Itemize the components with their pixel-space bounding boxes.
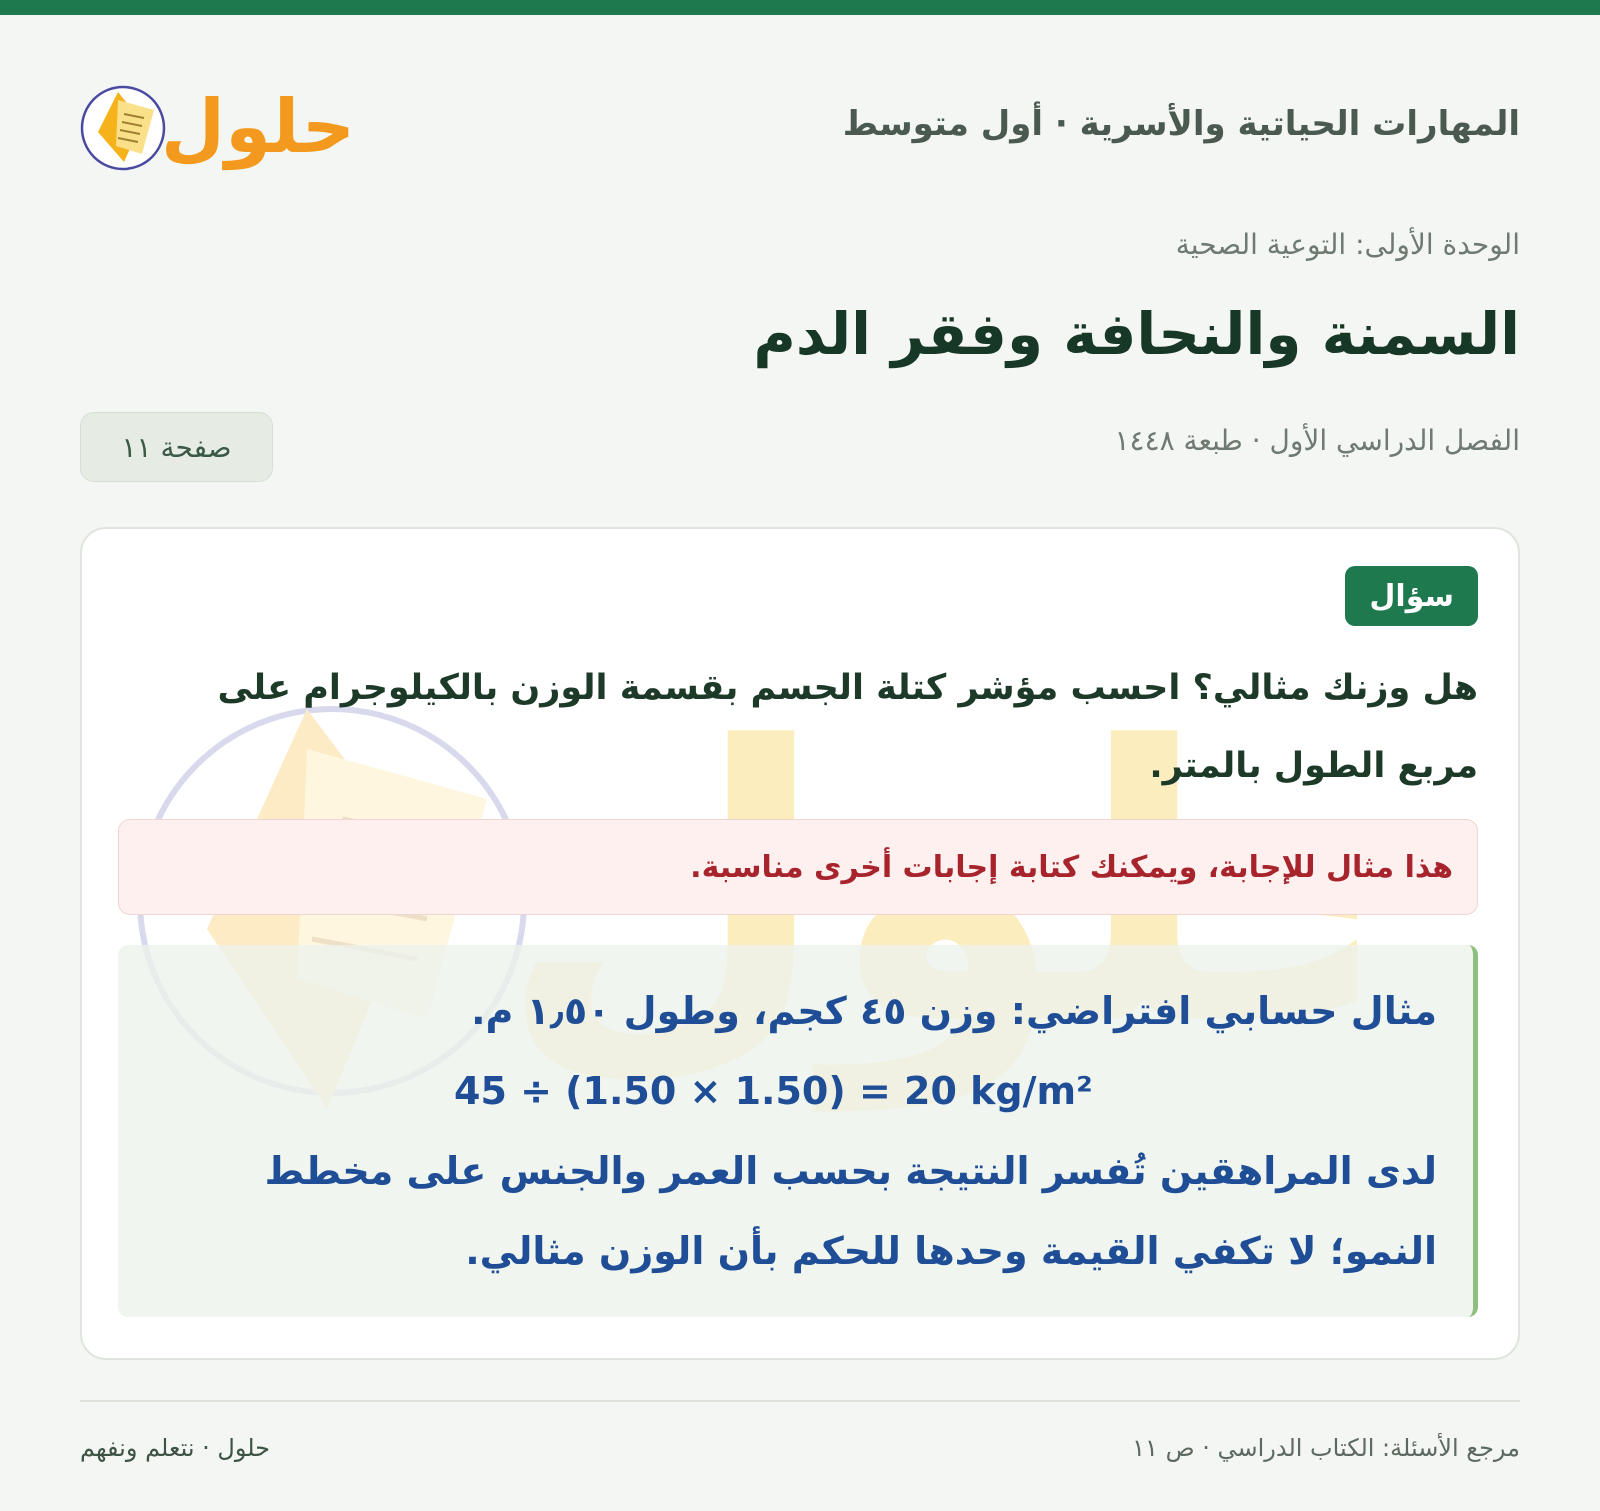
subject-title: المهارات الحياتية والأسرية · أول متوسط bbox=[842, 104, 1520, 144]
svg-text:حلول: حلول bbox=[160, 84, 356, 170]
lesson-title: السمنة والنحافة وفقر الدم bbox=[753, 300, 1520, 368]
question-card bbox=[80, 527, 1520, 1360]
unit-label: الوحدة الأولى: التوعية الصحية bbox=[1175, 228, 1520, 261]
answer-note-text: هذا مثال للإجابة، ويمكنك كتابة إجابات أخرى مناسبة. bbox=[690, 849, 1453, 885]
question-text: هل وزنك مثالي؟ احسب مؤشر كتلة الجسم بقسمة الوزن بالكيلوجرام على مربع الطول بالمتر. bbox=[217, 668, 1478, 786]
bmi-formula: 45 ÷ (1.50 × 1.50) = 20 kg/m² bbox=[454, 1069, 1093, 1113]
page-number-badge: صفحة ١١ bbox=[80, 412, 273, 482]
answer-example: مثال حسابي افتراضي: وزن ٤٥ كجم، وطول ١٫٥٠ م. bbox=[471, 989, 1437, 1033]
footer-divider bbox=[80, 1400, 1520, 1402]
hulul-logo[interactable] bbox=[80, 66, 370, 182]
answer-explanation: لدى المراهقين تُفسر النتيجة بحسب العمر والجنس على مخطط النمو؛ لا تكفي القيمة وحدها للحكم بأن الوزن مثالي. bbox=[264, 1149, 1437, 1273]
question-badge: سؤال bbox=[1345, 566, 1478, 626]
logo-icon bbox=[80, 66, 370, 182]
answer-box bbox=[118, 945, 1478, 1317]
semester-label: الفصل الدراسي الأول · طبعة ١٤٤٨ bbox=[1114, 424, 1520, 457]
answer-note bbox=[118, 819, 1478, 915]
footer-reference: مرجع الأسئلة: الكتاب الدراسي · ص ١١ bbox=[1132, 1434, 1520, 1462]
footer-brand[interactable]: حلول · نتعلم ونفهم bbox=[80, 1434, 270, 1462]
